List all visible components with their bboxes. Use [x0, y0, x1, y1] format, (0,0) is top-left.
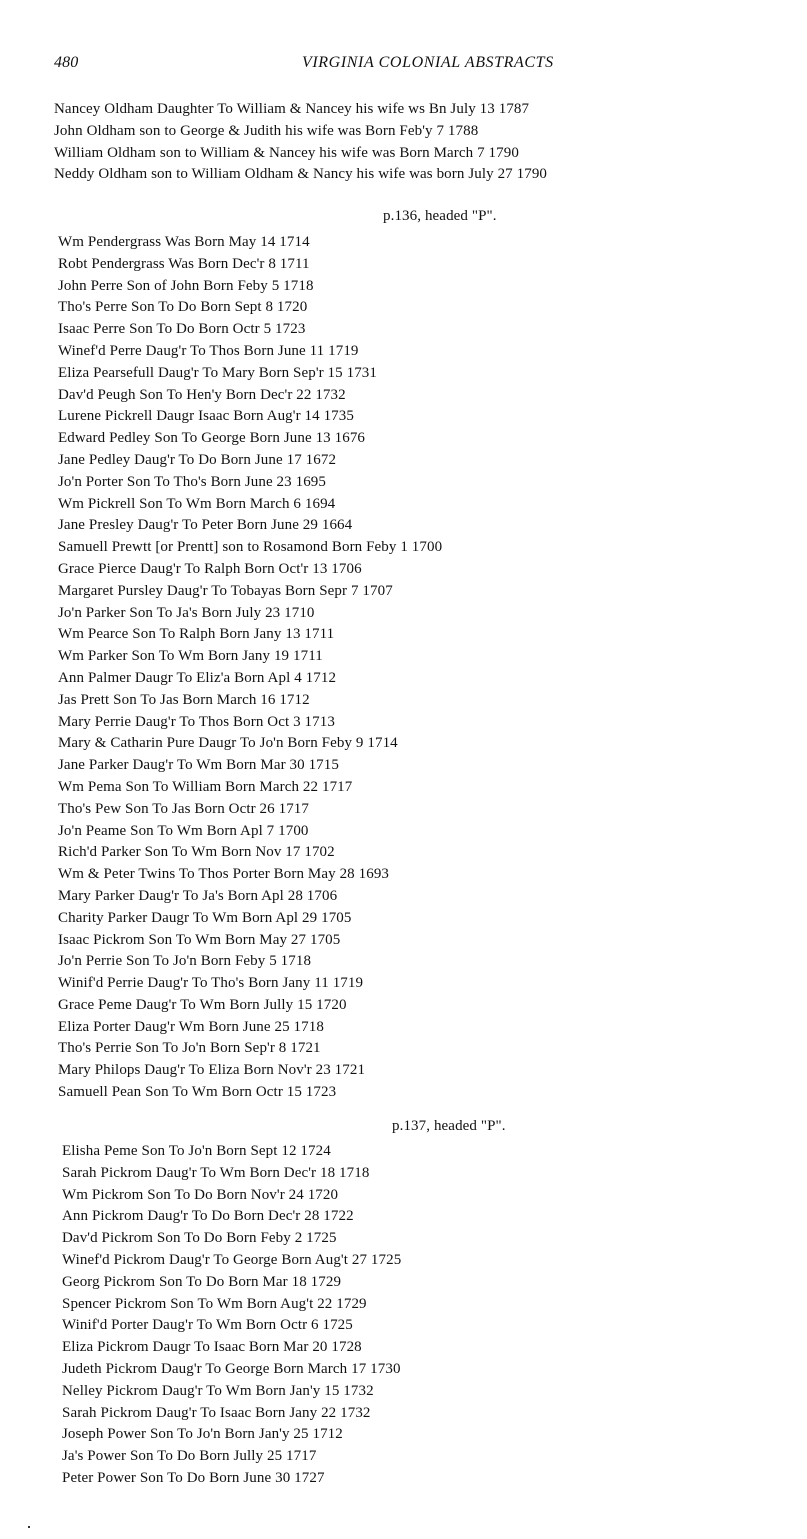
scan-speck	[28, 1526, 30, 1528]
record-line: John Oldham son to George & Judith his wife was Born Feb'y 7 1788	[54, 122, 479, 139]
record-line: Nelley Pickrom Daug'r To Wm Born Jan'y 15 1732	[62, 1382, 374, 1399]
section-p137-entries	[62, 1141, 401, 1490]
record-line: Jo'n Parker Son To Ja's Born July 23 1710	[58, 604, 315, 621]
record-line: Sarah Pickrom Daug'r To Wm Born Dec'r 18 1718	[62, 1164, 370, 1181]
record-line: Neddy Oldham son to William Oldham & Nancy his wife was born July 27 1790	[54, 166, 548, 183]
section-heading-p136: p.136, headed "P".	[383, 208, 497, 224]
record-line: Jane Pedley Daug'r To Do Born June 17 1672	[58, 451, 337, 468]
record-line: Isaac Pickrom Son To Wm Born May 27 1705	[58, 931, 341, 948]
record-line: Wm Pickrell Son To Wm Born March 6 1694	[58, 495, 336, 512]
record-line: John Perre Son of John Born Feby 5 1718	[58, 277, 314, 294]
record-line: Ann Pickrom Daug'r To Do Born Dec'r 28 1722	[62, 1208, 354, 1225]
record-line: Edward Pedley Son To George Born June 13 1676	[58, 430, 366, 447]
record-line: Mary Perrie Daug'r To Thos Born Oct 3 1713	[58, 713, 335, 730]
record-line: Tho's Perrie Son To Jo'n Born Sep'r 8 1721	[58, 1040, 321, 1057]
record-line: Wm Pema Son To William Born March 22 1717	[58, 778, 353, 795]
record-line: William Oldham son to William & Nancey his wife was Born March 7 1790	[54, 144, 519, 161]
record-line: Charity Parker Daugr To Wm Born Apl 29 1705	[58, 909, 352, 926]
record-line: Mary & Catharin Pure Daugr To Jo'n Born Feby 9 1714	[58, 735, 398, 752]
record-line: Eliza Porter Daug'r Wm Born June 25 1718	[58, 1018, 324, 1035]
record-line: Samuell Prewtt [or Prentt] son to Rosamond Born Feby 1 1700	[58, 539, 443, 556]
record-line: Wm Pendergrass Was Born May 14 1714	[58, 234, 310, 250]
record-line: Wm & Peter Twins To Thos Porter Born May 28 1693	[58, 866, 390, 883]
record-line: Jane Presley Daug'r To Peter Born June 29 1664	[58, 517, 353, 534]
record-line: Judeth Pickrom Daug'r To George Born March 17 1730	[62, 1360, 401, 1377]
record-line: Jane Parker Daug'r To Wm Born Mar 30 1715	[58, 757, 339, 774]
record-line: Tho's Perre Son To Do Born Sept 8 1720	[58, 299, 308, 316]
record-line: Margaret Pursley Daug'r To Tobayas Born Sepr 7 1707	[58, 582, 393, 599]
record-line: Winif'd Porter Daug'r To Wm Born Octr 6 1725	[62, 1317, 353, 1334]
record-line: Ja's Power Son To Do Born Jully 25 1717	[62, 1448, 317, 1465]
record-line: Jo'n Perrie Son To Jo'n Born Feby 5 1718	[58, 953, 312, 970]
record-line: Samuell Pean Son To Wm Born Octr 15 1723	[58, 1084, 337, 1101]
record-line: Wm Pickrom Son To Do Born Nov'r 24 1720	[62, 1186, 339, 1203]
record-line: Tho's Pew Son To Jas Born Octr 26 1717	[58, 800, 310, 817]
record-line: Jas Prett Son To Jas Born March 16 1712	[58, 691, 310, 708]
record-line: Nancey Oldham Daughter To William & Nancey his wife ws Bn July 13 1787	[54, 101, 530, 117]
record-line: Sarah Pickrom Daug'r To Isaac Born Jany 22 1732	[62, 1404, 371, 1421]
record-line: Elisha Peme Son To Jo'n Born Sept 12 1724	[62, 1143, 331, 1159]
record-line: Eliza Pickrom Daugr To Isaac Born Mar 20 1728	[62, 1339, 362, 1356]
record-line: Dav'd Pickrom Son To Do Born Feby 2 1725	[62, 1230, 337, 1247]
section-p136-entries	[58, 232, 442, 1104]
record-line: Winif'd Perrie Daug'r To Tho's Born Jany 11 1719	[58, 975, 364, 992]
record-line: Dav'd Peugh Son To Hen'y Born Dec'r 22 1732	[58, 386, 346, 403]
running-head: VIRGINIA COLONIAL ABSTRACTS	[302, 54, 554, 71]
record-line: Ann Palmer Daugr To Eliz'a Born Apl 4 1712	[58, 669, 337, 686]
record-line: Peter Power Son To Do Born June 30 1727	[62, 1469, 325, 1486]
record-line: Eliza Pearsefull Daug'r To Mary Born Sep'r 15 1731	[58, 364, 378, 381]
page-number: 480	[54, 54, 79, 71]
record-line: Winef'd Perre Daug'r To Thos Born June 11 1719	[58, 342, 359, 359]
record-line: Grace Pierce Daug'r To Ralph Born Oct'r 13 1706	[58, 560, 362, 577]
record-line: Joseph Power Son To Jo'n Born Jan'y 25 1712	[62, 1426, 343, 1443]
record-line: Robt Pendergrass Was Born Dec'r 8 1711	[58, 255, 310, 272]
section-heading-p137: p.137, headed "P".	[392, 1118, 506, 1134]
intro-entries	[54, 99, 547, 186]
record-line: Wm Pearce Son To Ralph Born Jany 13 1711	[58, 626, 335, 643]
record-line: Isaac Perre Son To Do Born Octr 5 1723	[58, 321, 306, 338]
record-line: Georg Pickrom Son To Do Born Mar 18 1729	[62, 1273, 342, 1290]
record-line: Jo'n Peame Son To Wm Born Apl 7 1700	[58, 822, 309, 839]
record-line: Lurene Pickrell Daugr Isaac Born Aug'r 14 1735	[58, 408, 354, 425]
record-line: Spencer Pickrom Son To Wm Born Aug't 22 1729	[62, 1295, 367, 1312]
record-line: Grace Peme Daug'r To Wm Born Jully 15 1720	[58, 996, 347, 1013]
record-line: Jo'n Porter Son To Tho's Born June 23 1695	[58, 473, 327, 490]
record-line: Mary Philops Daug'r To Eliza Born Nov'r 23 1721	[58, 1062, 366, 1079]
record-line: Rich'd Parker Son To Wm Born Nov 17 1702	[58, 844, 335, 861]
record-line: Winef'd Pickrom Daug'r To George Born Aug't 27 1725	[62, 1251, 402, 1268]
record-line: Mary Parker Daug'r To Ja's Born Apl 28 1706	[58, 887, 338, 904]
record-line: Wm Parker Son To Wm Born Jany 19 1711	[58, 648, 323, 665]
